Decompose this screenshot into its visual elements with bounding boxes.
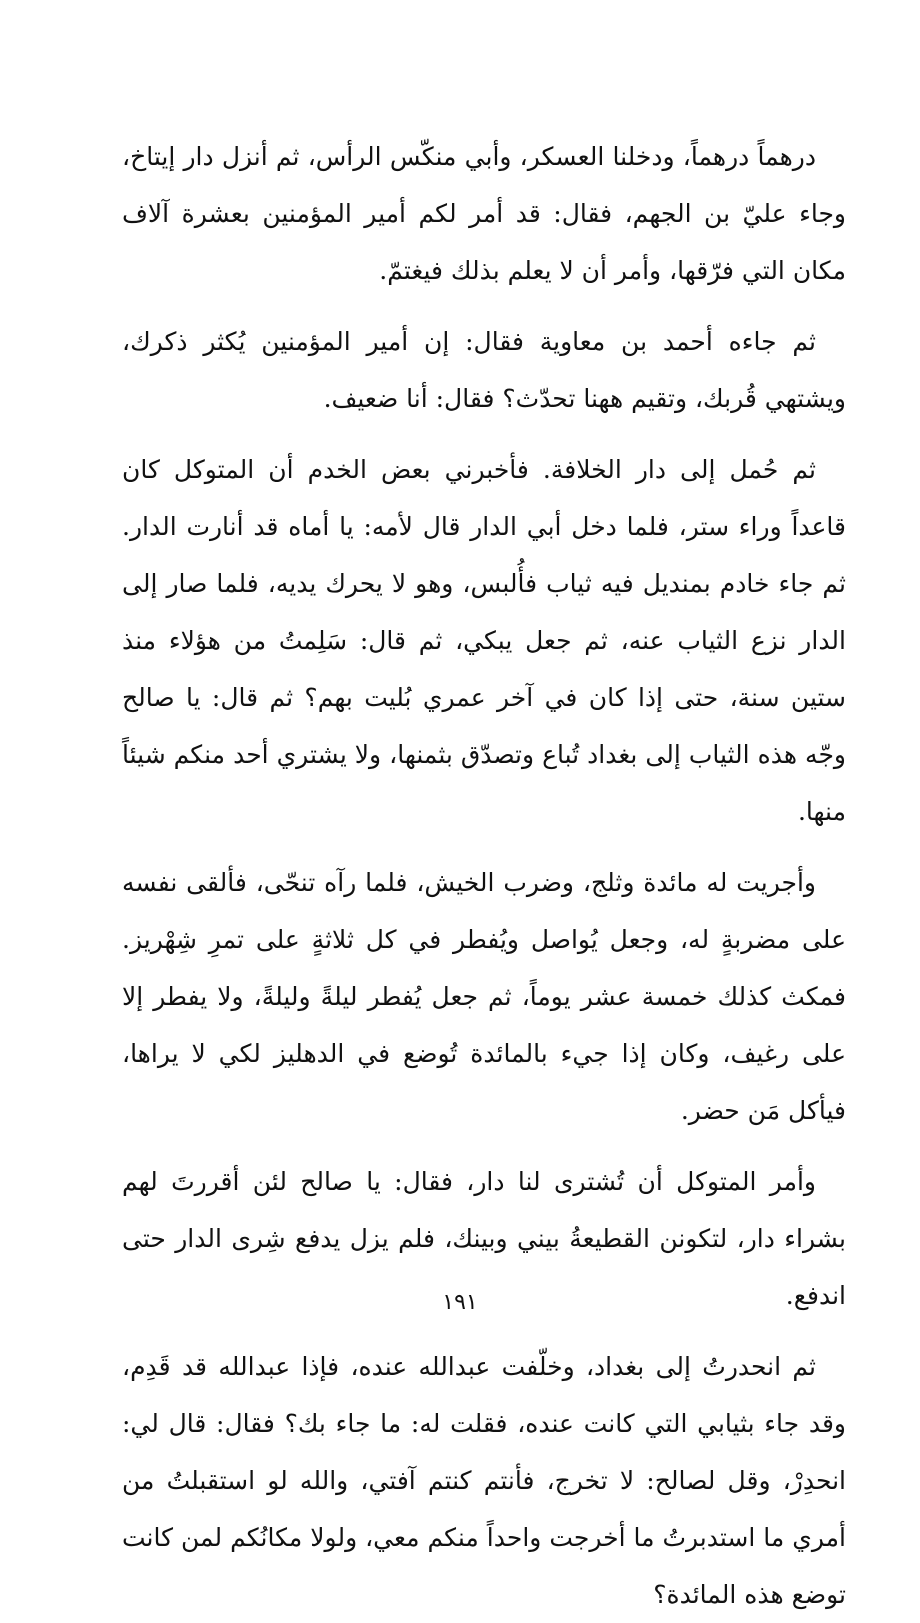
page-number: ١٩١ [442,1290,478,1315]
paragraph: درهماً درهماً، ودخلنا العسكر، وأبي منكّس الرأس، ثم أنزل دار إيتاخ، وجاء عليّ بن الجهم، فقال: قد أمر لكم أمير المؤمنين بعشرة آلاف مكان التي فرّقها، وأمر أن لا يعلم بذلك فيغتمّ. [122,142,846,285]
paragraph: وأمر المتوكل أن تُشترى لنا دار، فقال: يا صالح لئن أقررتَ لهم بشراء دار، لتكونن القطيعةُ بيني وبينك، فلم يزل يدفع شِرى الدار حتى اندفع. [122,1167,846,1310]
paragraph: وأجريت له مائدة وثلج، وضرب الخيش، فلما رآه تنحّى، فألقى نفسه على مضربةٍ له، وجعل يُواصل ويُفطر في كل ثلاثةٍ على تمرِ شِهْريز. فمكث كذلك خمسة عشر يوماً، ثم جعل يُفطر ليلةً وليلةً، ولا يفطر إلا على رغيف، وكان إذا جيء بالمائدة تُوضع في الدهليز لكي لا يراها، فيأكل مَن حضر. [122,868,846,1125]
paragraph: ثم حُمل إلى دار الخلافة. فأخبرني بعض الخدم أن المتوكل كان قاعداً وراء ستر، فلما دخل أبي الدار قال لأمه: يا أماه قد أنارت الدار. ثم جاء خادم بمنديل فيه ثياب فأُلبس، وهو لا يحرك يديه، فلما صار إلى الدار نزع الثياب عنه، ثم جعل يبكي، ثم قال: سَلِمتُ من هؤلاء منذ ستين سنة، حتى إذا كان في آخر عمري بُليت بهم؟ ثم قال: يا صالح وجّه هذه الثياب إلى بغداد تُباع وتصدّق بثمنها، ولا يشتري أحد منكم شيئاً منها. [122,455,846,826]
body-text [122,128,846,1623]
paragraph: ثم انحدرتُ إلى بغداد، وخلّفت عبدالله عنده، فإذا عبدالله قد قَدِم، وقد جاء بثيابي التي كانت عنده، فقلت له: ما جاء بك؟ فقال: قال لي: انحدِرْ، وقل لصالح: لا تخرج، فأنتم كنتم آفتي، والله لو استقبلتُ من أمري ما استدبرتُ ما أخرجت واحداً منكم معي، ولولا مكانُكم لمن كانت توضع هذه المائدة؟ [122,1352,846,1609]
paragraph: ثم جاءه أحمد بن معاوية فقال: إن أمير المؤمنين يُكثر ذكرك، ويشتهي قُربك، وتقيم ههنا تحدّث؟ فقال: أنا ضعيف. [122,327,846,413]
